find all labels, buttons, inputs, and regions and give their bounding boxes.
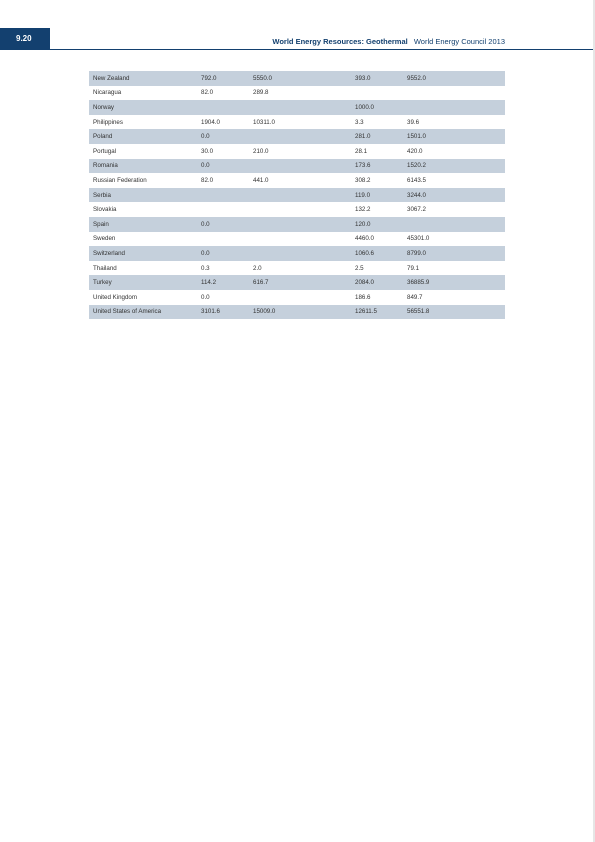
country-cell: New Zealand xyxy=(89,71,197,86)
value-cell-2: 441.0 xyxy=(253,176,269,184)
value-cell-4: 849.7 xyxy=(407,293,423,301)
value-cell-3: 2.5 xyxy=(355,264,364,272)
country-cell: Romania xyxy=(89,159,197,174)
value-cell-2 xyxy=(249,129,351,144)
value-cell-1: 82.0 xyxy=(201,89,214,97)
value-cell-1: 114.2 xyxy=(197,275,249,290)
table-row xyxy=(89,217,505,232)
value-cell-3: 186.6 xyxy=(355,293,371,301)
header-divider xyxy=(50,49,595,50)
value-cell-4: 3067.2 xyxy=(407,206,426,214)
value-cell-1: 82.0 xyxy=(201,176,214,184)
value-cell-1 xyxy=(197,100,249,115)
country-cell: Norway xyxy=(89,100,197,115)
value-cell-1: 0.0 xyxy=(197,159,249,174)
value-cell-3: 393.0 xyxy=(351,71,403,86)
country-cell: Nicaragua xyxy=(93,89,122,97)
value-cell-3: 281.0 xyxy=(351,129,403,144)
value-cell-3: 173.6 xyxy=(351,159,403,174)
value-cell-2 xyxy=(249,188,351,203)
geothermal-data-table xyxy=(89,71,505,319)
value-cell-1: 0.0 xyxy=(201,293,210,301)
value-cell-1: 1904.0 xyxy=(201,118,220,126)
table-row xyxy=(89,115,505,130)
table-row xyxy=(89,144,505,159)
value-cell-3: 28.1 xyxy=(355,147,368,155)
value-cell-1: 3101.6 xyxy=(197,305,249,320)
value-cell-4: 45301.0 xyxy=(407,235,430,243)
country-cell: Spain xyxy=(89,217,197,232)
table-body xyxy=(89,71,505,319)
value-cell-2 xyxy=(249,290,351,305)
publisher-name: World Energy Council 2013 xyxy=(413,37,505,46)
table-row xyxy=(89,188,505,203)
value-cell-3 xyxy=(351,86,403,101)
page-number-tab xyxy=(0,28,50,50)
value-cell-4 xyxy=(403,86,505,101)
value-cell-2 xyxy=(249,232,351,247)
value-cell-1 xyxy=(197,188,249,203)
table-row xyxy=(89,129,505,144)
value-cell-1: 0.0 xyxy=(197,217,249,232)
value-cell-1 xyxy=(197,232,249,247)
value-cell-2 xyxy=(249,159,351,174)
value-cell-4 xyxy=(403,217,505,232)
value-cell-2: 5550.0 xyxy=(249,71,351,86)
country-cell: Portugal xyxy=(93,147,117,155)
value-cell-3: 1060.6 xyxy=(351,246,403,261)
country-cell: Philippines xyxy=(93,118,123,126)
page-number: 9.20 xyxy=(16,34,32,43)
value-cell-1: 30.0 xyxy=(201,147,214,155)
value-cell-4: 56551.8 xyxy=(403,305,505,320)
value-cell-3: 4460.0 xyxy=(355,235,374,243)
value-cell-1 xyxy=(197,202,249,217)
value-cell-4: 1520.2 xyxy=(403,159,505,174)
table-row xyxy=(89,173,505,188)
table-row xyxy=(89,275,505,290)
value-cell-4: 6143.5 xyxy=(407,176,426,184)
country-cell: Poland xyxy=(89,129,197,144)
value-cell-4 xyxy=(403,100,505,115)
table-row xyxy=(89,261,505,276)
running-header xyxy=(272,37,505,46)
table-row xyxy=(89,86,505,101)
value-cell-3: 120.0 xyxy=(351,217,403,232)
value-cell-2: 2.0 xyxy=(253,264,262,272)
country-cell: Thailand xyxy=(93,264,117,272)
value-cell-3: 1000.0 xyxy=(351,100,403,115)
value-cell-2: 289.8 xyxy=(253,89,269,97)
country-cell: Slovakia xyxy=(93,206,117,214)
value-cell-2 xyxy=(249,100,351,115)
value-cell-4: 8799.0 xyxy=(403,246,505,261)
value-cell-3: 12611.5 xyxy=(351,305,403,320)
value-cell-3: 308.2 xyxy=(355,176,371,184)
table-row xyxy=(89,246,505,261)
value-cell-2: 10311.0 xyxy=(253,118,275,126)
value-cell-1: 0.0 xyxy=(197,246,249,261)
country-cell: United Kingdom xyxy=(93,293,138,301)
country-cell: Turkey xyxy=(89,275,197,290)
value-cell-2: 210.0 xyxy=(253,147,269,155)
value-cell-4: 36885.9 xyxy=(403,275,505,290)
country-cell: United States of America xyxy=(89,305,197,320)
country-cell: Sweden xyxy=(93,235,116,243)
country-cell: Serbia xyxy=(89,188,197,203)
table-row xyxy=(89,290,505,305)
table-row xyxy=(89,159,505,174)
table-row xyxy=(89,232,505,247)
value-cell-1: 792.0 xyxy=(197,71,249,86)
publication-title: World Energy Resources: Geothermal xyxy=(272,37,408,46)
country-cell: Russian Federation xyxy=(93,176,147,184)
value-cell-3: 2084.0 xyxy=(351,275,403,290)
value-cell-4: 1501.0 xyxy=(403,129,505,144)
value-cell-4: 9552.0 xyxy=(403,71,505,86)
value-cell-3: 3.3 xyxy=(355,118,364,126)
value-cell-2 xyxy=(249,217,351,232)
value-cell-4: 420.0 xyxy=(407,147,423,155)
table-row xyxy=(89,71,505,86)
value-cell-3: 119.0 xyxy=(351,188,403,203)
value-cell-2 xyxy=(249,202,351,217)
country-cell: Switzerland xyxy=(89,246,197,261)
value-cell-3: 132.2 xyxy=(355,206,371,214)
value-cell-2: 616.7 xyxy=(249,275,351,290)
table-row xyxy=(89,305,505,320)
value-cell-4: 3244.0 xyxy=(403,188,505,203)
value-cell-4: 79.1 xyxy=(407,264,420,272)
value-cell-1: 0.3 xyxy=(201,264,210,272)
table-row xyxy=(89,100,505,115)
value-cell-2: 15009.0 xyxy=(249,305,351,320)
table-row xyxy=(89,202,505,217)
value-cell-2 xyxy=(249,246,351,261)
value-cell-1: 0.0 xyxy=(197,129,249,144)
value-cell-4: 39.6 xyxy=(407,118,420,126)
